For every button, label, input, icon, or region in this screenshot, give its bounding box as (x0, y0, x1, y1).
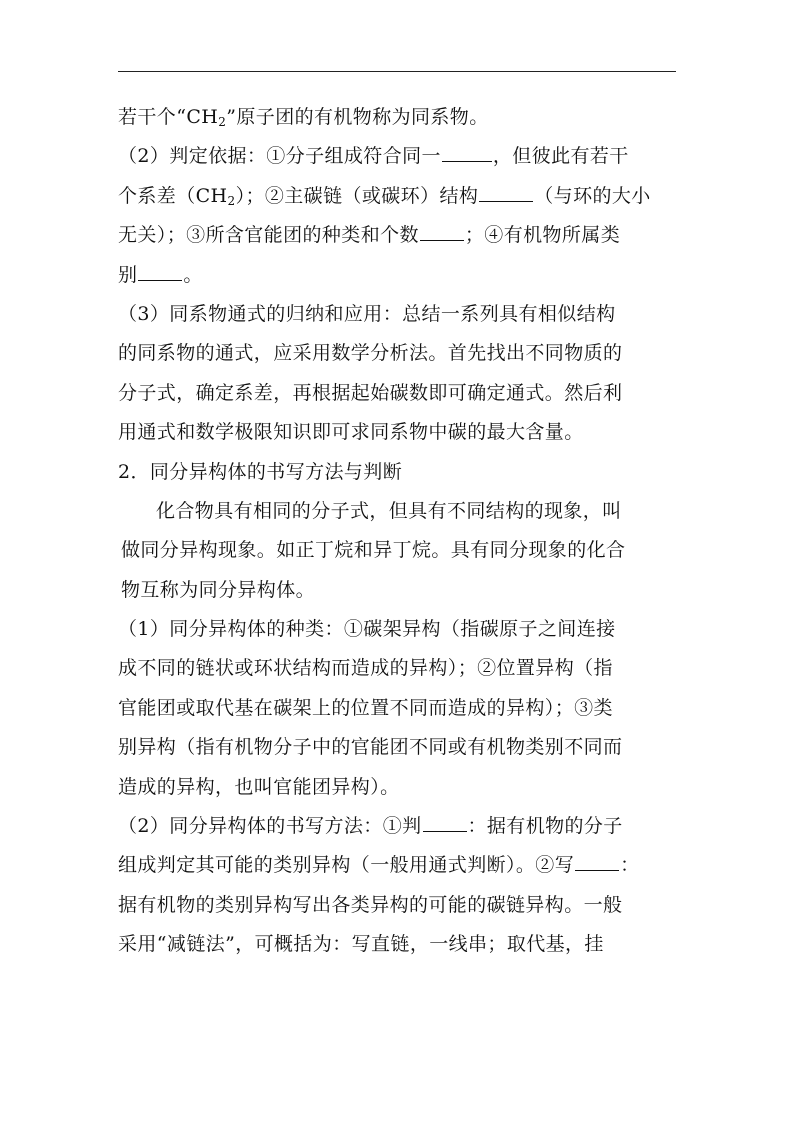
text-span: 成不同的链状或环状结构而造成的异构）；②位置异构（指 (118, 657, 613, 680)
text-line (118, 413, 678, 452)
text-line (118, 610, 678, 649)
text-span: （3）同系物通式的归纳和应用：总结一系列具有相似结构 (118, 302, 616, 325)
text-line (118, 177, 678, 216)
text-span: 组成判定其可能的类别异构（一般用通式判断）。②写 (118, 854, 575, 877)
header-rule (118, 71, 676, 72)
text-span: （2）同分异构体的书写方法：①判 (118, 815, 422, 838)
subscript: 2 (218, 115, 227, 129)
text-span: 用通式和数学极限知识即可求同系物中碳的最大含量。 (118, 421, 584, 444)
text-line (118, 768, 678, 807)
text-line (118, 256, 678, 295)
text-line (118, 531, 678, 570)
fill-in-blank[interactable] (442, 143, 492, 162)
subscript: 2 (227, 193, 236, 208)
text-span: 若干个“CH (118, 106, 219, 128)
text-span: ”原子团的有机物称为同系物。 (226, 106, 489, 128)
text-span: 个系差（CH (118, 184, 228, 207)
text-line (118, 649, 678, 688)
text-span: 物互称为同分异构体。 (121, 578, 316, 601)
text-line (118, 98, 678, 137)
text-span: 分子式，确定系差，再根据起始碳数即可确定通式。然后利 (118, 381, 623, 404)
text-span: 别异构（指有机物分子中的官能团不同或有机物类别不同而 (118, 736, 623, 759)
text-line (118, 295, 678, 334)
text-line (118, 925, 678, 964)
text-line (118, 886, 678, 925)
text-line (118, 334, 678, 373)
fill-in-blank[interactable] (138, 262, 182, 281)
text-span: ：据有机物的分子 (467, 815, 623, 838)
text-span: ）；②主碳链（或碳环）结构 (235, 184, 479, 207)
text-span: ： (620, 854, 640, 877)
text-span: 造成的异构，也叫官能团异构）。 (118, 775, 400, 798)
text-line (118, 374, 678, 413)
text-span: ，但彼此有若干 (492, 145, 629, 168)
text-span: （与环的大小 (534, 184, 651, 207)
text-span: （2）判定依据：①分子组成符合同一 (118, 145, 441, 168)
fill-in-blank[interactable] (423, 813, 467, 832)
text-line (118, 846, 678, 885)
text-span: 别 (118, 263, 138, 286)
text-span: 采用“减链法”，可概括为：写直链，一线串；取代基，挂 (118, 933, 604, 956)
fill-in-blank[interactable] (479, 183, 533, 202)
text-line (118, 137, 678, 176)
text-line (118, 728, 678, 767)
text-span: 2．同分异构体的书写方法与判断 (118, 460, 403, 483)
text-line (118, 571, 678, 610)
text-span: ；④有机物所属类 (464, 224, 621, 247)
text-line (118, 453, 678, 492)
body-text (118, 98, 678, 965)
text-line (118, 689, 678, 728)
text-line (118, 492, 678, 531)
text-span: 无关）；③所含官能团的种类和个数 (118, 224, 419, 247)
text-span: （1）同分异构体的种类：①碳架异构（指碳原子之间连接 (118, 618, 616, 641)
fill-in-blank[interactable] (420, 222, 464, 241)
text-line (118, 216, 678, 255)
text-span: 的同系物的通式，应采用数学分析法。首先找出不同物质的 (118, 342, 623, 365)
text-line (118, 807, 678, 846)
text-span: 据有机物的类别异构写出各类异构的可能的碳链异构。一般 (118, 893, 623, 916)
text-span: 官能团或取代基在碳架上的位置不同而造成的异构）；③类 (118, 696, 613, 719)
text-span: 做同分异构现象。如正丁烷和异丁烷。具有同分现象的化合 (121, 539, 626, 562)
text-span: 。 (183, 263, 203, 286)
text-span: 化合物具有相同的分子式，但具有不同结构的现象，叫 (156, 499, 622, 522)
fill-in-blank[interactable] (575, 852, 619, 871)
